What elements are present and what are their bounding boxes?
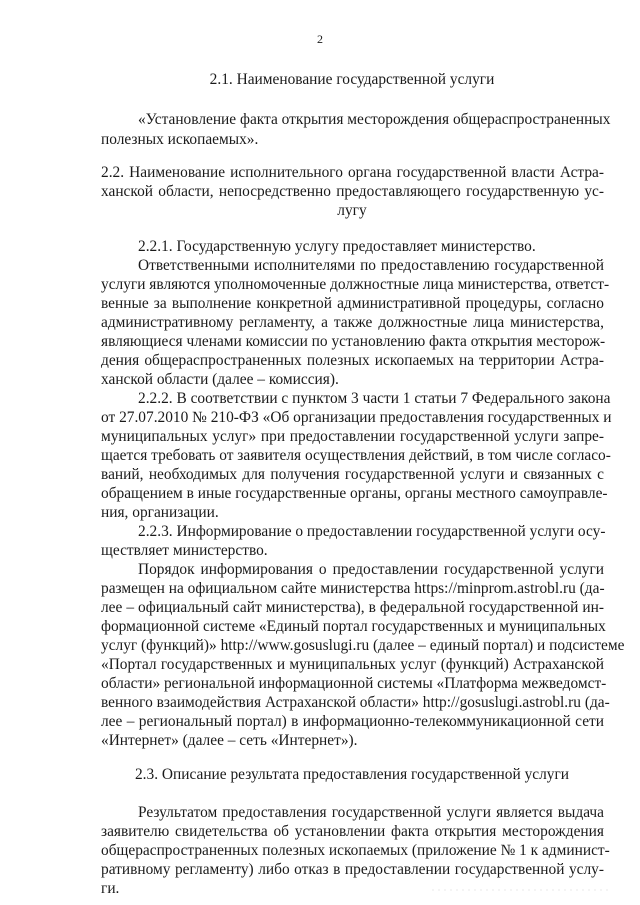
section-2-2-line: административному регламенту, а также должностные лица министерства,: [101, 314, 604, 331]
section-2-2-line: Порядок информирования о предоставлении государственной услуги: [138, 561, 604, 578]
section-2-2-line: муниципальных услуг» при предоставлении государственной услуги запре-: [101, 428, 604, 445]
section-2-2-line: обращением в иные государственные органы, органы местного самоуправле-: [101, 485, 608, 502]
section-2-2-line: 2.2.2. В соответствии с пунктом 3 части 1 статьи 7 Федерального закона: [138, 390, 611, 407]
section-2-3-line: Результатом предоставления государственной услуги является выдача: [138, 804, 604, 821]
section-2-2-line: 2.2.3. Информирование о предоставлении государственной услуги осу-: [138, 523, 606, 540]
section-2-1-line-2: полезных ископаемых».: [101, 131, 259, 148]
section-2-2-line: ния, организации.: [101, 504, 219, 521]
section-2-2-line: являющиеся членами комиссии по установлению факта открытия месторож-: [101, 333, 606, 350]
section-2-1-line-1: «Установление факта открытия месторождения общераспространенных: [138, 111, 611, 128]
section-2-3-line: ративному регламенту) либо отказ в предоставлении государственной услу-: [101, 861, 604, 878]
section-2-3-line: ги.: [101, 880, 120, 897]
section-2-2-line: 2.2.1. Государственную услугу предоставляет министерство.: [138, 238, 536, 255]
section-2-2-heading-line-1: 2.2. Наименование исполнительного органа государственной власти Астра-: [101, 164, 604, 181]
section-2-2-line: щается требовать от заявителя осуществления действий, в том числе согласо-: [101, 447, 611, 464]
section-2-2-line: «Портал государственных и муниципальных услуг (функций) Астраханской: [101, 656, 604, 673]
section-2-2-line: ваний, необходимых для получения государственной услуги и связанных с: [101, 466, 604, 483]
section-2-2-line: формационной системе «Единый портал государственных и муниципальных: [101, 618, 606, 635]
section-2-2-line: венного взаимодействия Астраханской области» http://gosuslugi.astrobl.ru (да-: [101, 694, 610, 711]
section-2-2-line: лее – официальный сайт министерства), в федеральной государственной ин-: [101, 599, 604, 616]
section-2-2-line: «Интернет» (далее – сеть «Интернет»).: [101, 732, 358, 749]
section-2-3-heading: 2.3. Описание результата предоставления государственной услуги: [134, 766, 570, 783]
section-2-2-line: ханской области (далее – комиссия).: [101, 371, 339, 388]
section-2-2-line: услуги являются уполномоченные должностные лица министерства, ответст-: [101, 276, 610, 293]
section-2-3-line: заявителю свидетельства об установлении факта открытия месторождения: [101, 823, 604, 840]
section-2-3-line: общераспространенных полезных ископаемых (приложение № 1 к админист-: [101, 842, 610, 859]
section-2-2-line: услуг (функций)» http://www.gosuslugi.ru (далее – единый портал) и подсистеме: [101, 637, 625, 654]
page-number: 2: [317, 32, 323, 46]
section-2-2-heading-line-3: лугу: [337, 202, 367, 219]
section-2-1-heading: 2.1. Наименование государственной услуги: [209, 71, 495, 88]
section-2-2-line: от 27.07.2010 № 210-ФЗ «Об организации предоставления государственных и: [101, 409, 612, 426]
section-2-2-line: венные за выполнение конкретной административной процедуры, согласно: [101, 295, 604, 312]
section-2-2-line: Ответственными исполнителями по предоставлению государственной: [138, 257, 604, 274]
scan-artifact-dots: [430, 889, 610, 891]
section-2-2-line: ществляет министерство.: [101, 542, 268, 559]
section-2-2-heading-line-2: ханской области, непосредственно предоставляющего государственную ус-: [101, 183, 604, 200]
section-2-2-line: дения общераспространенных полезных ископаемых на территории Астра-: [101, 352, 604, 369]
section-2-2-line: области» региональной информационной системы «Платформа межведомст-: [101, 675, 607, 692]
section-2-2-line: размещен на официальном сайте министерства https://minprom.astrobl.ru (да-: [101, 580, 605, 597]
section-2-2-line: лее – региональный портал) в информационно-телекоммуникационной сети: [101, 713, 604, 730]
